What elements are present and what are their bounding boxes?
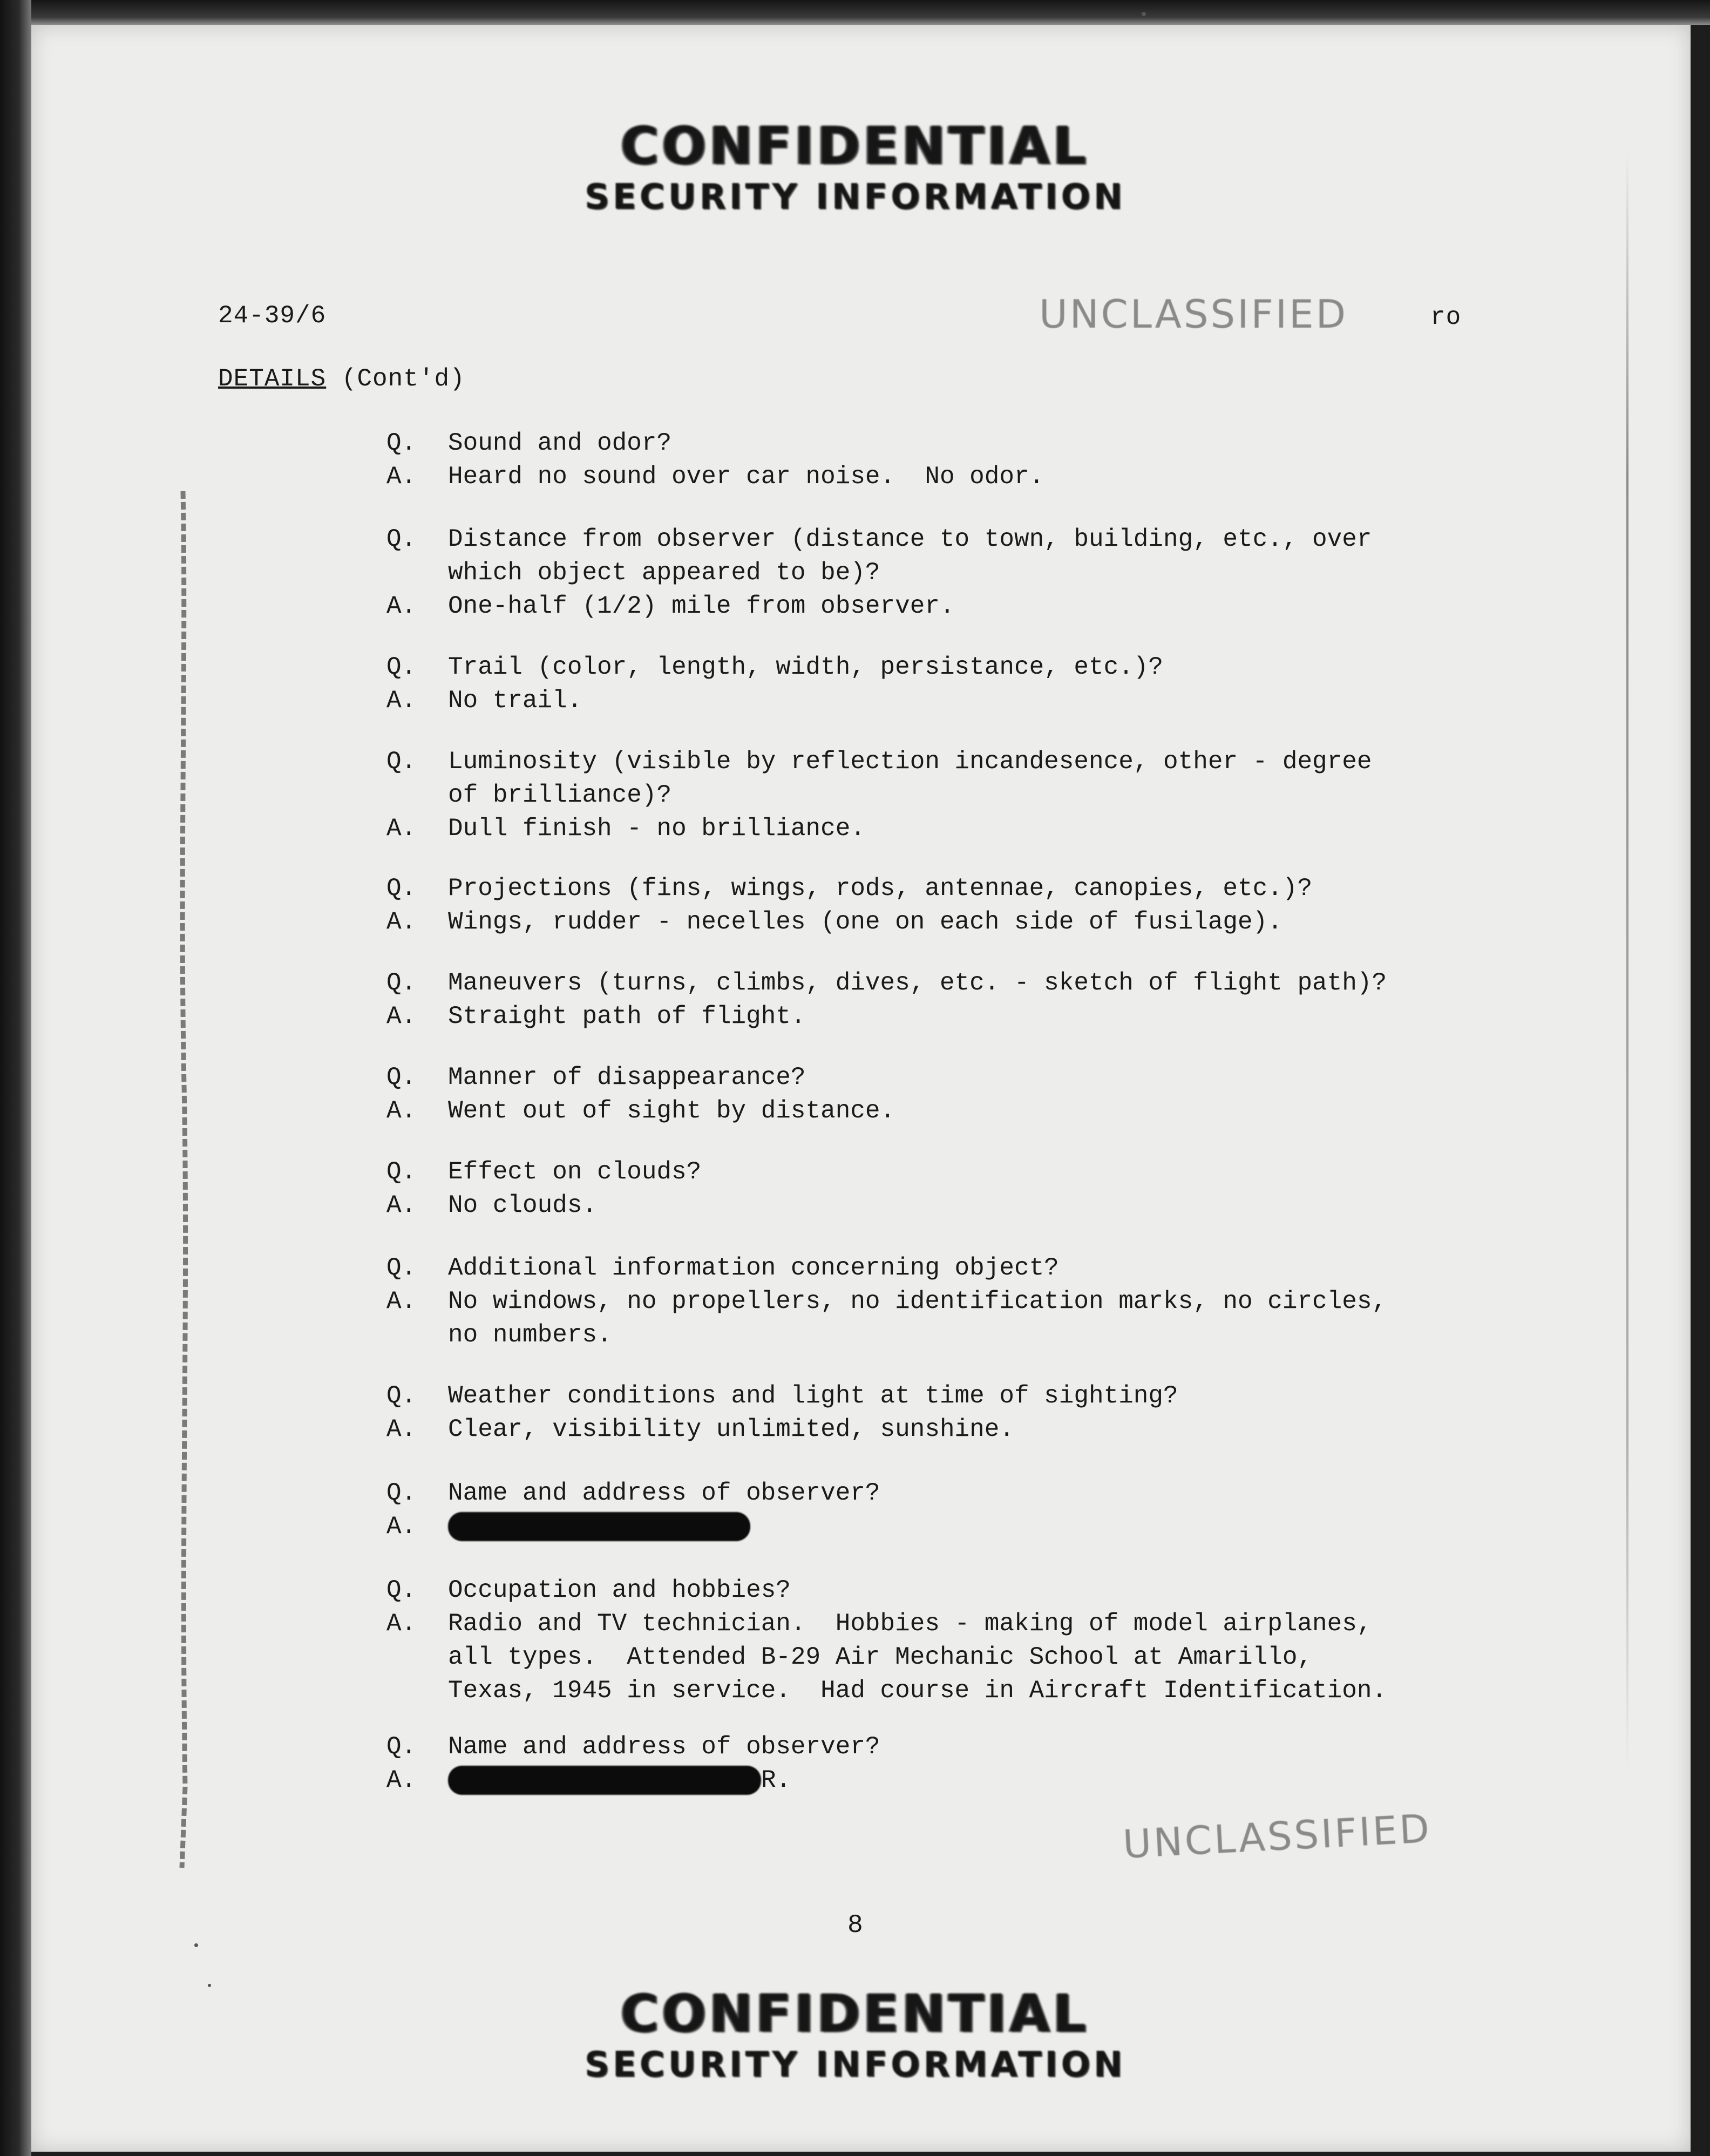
answer-text: Went out of sight by distance. [448, 1097, 895, 1125]
answer-text: Dull finish - no brilliance. [448, 815, 865, 843]
answer-mark-label: A. [386, 592, 417, 620]
classification-stamp-top [0, 116, 1710, 219]
question-mark-label: Q. [386, 969, 417, 997]
qa-block [386, 426, 1525, 493]
question-line [386, 523, 1525, 556]
unclassified-stamp-bottom: UNCLASSIFIED [1122, 1806, 1433, 1867]
stamp-security-information-top: SECURITY INFORMATION [584, 177, 1126, 217]
question-mark-label: Q. [386, 1063, 417, 1091]
stamp-confidential-top: CONFIDENTIAL [621, 116, 1089, 176]
answer-line [386, 1318, 1525, 1352]
answer-text: no numbers. [448, 1321, 612, 1349]
stamp-security-information-bottom: SECURITY INFORMATION [584, 2045, 1126, 2085]
question-text: Sound and odor? [448, 429, 672, 457]
qa-block [386, 1379, 1525, 1446]
answer-mark-label: A. [386, 1097, 417, 1125]
question-line [386, 426, 1525, 460]
answer-mark-label: A. [386, 687, 417, 715]
page-number: 8 [847, 1911, 863, 1940]
answer-line [386, 1510, 1525, 1543]
question-text: Name and address of observer? [448, 1733, 880, 1761]
scan-border-top [0, 0, 1710, 25]
scan-speck [1142, 12, 1146, 16]
question-text: Name and address of observer? [448, 1479, 880, 1507]
answer-text: Clear, visibility unlimited, sunshine. [448, 1415, 1014, 1443]
scan-speck [208, 1984, 211, 1987]
qa-block [386, 1730, 1525, 1797]
qa-block [386, 650, 1525, 717]
answer-mark-label: A. [386, 463, 417, 491]
question-text: Effect on clouds? [448, 1158, 702, 1186]
answer-mark-label: A. [386, 1766, 417, 1794]
question-line [386, 556, 1525, 589]
answer-line [386, 460, 1525, 493]
answer-line [386, 684, 1525, 717]
question-line [386, 966, 1525, 1000]
question-line [386, 745, 1525, 778]
answer-text: all types. Attended B-29 Air Mechanic School at Amarillo, [448, 1643, 1313, 1671]
question-line [386, 650, 1525, 684]
section-suffix: (Cont'd) [341, 365, 465, 393]
redaction-bar [448, 1512, 750, 1541]
question-mark-label: Q. [386, 1254, 417, 1282]
answer-mark-label: A. [386, 1191, 417, 1219]
answer-line [386, 1674, 1525, 1707]
question-text: Luminosity (visible by reflection incandesence, other - degree [448, 748, 1372, 776]
question-line [386, 1061, 1525, 1094]
question-mark-label: Q. [386, 874, 417, 903]
answer-mark-label: A. [386, 1002, 417, 1030]
question-mark-label: Q. [386, 1479, 417, 1507]
answer-mark-label [386, 1640, 448, 1674]
question-mark-label [386, 778, 448, 812]
initials: ro [1430, 303, 1462, 331]
answer-line [386, 905, 1525, 939]
question-text: Trail (color, length, width, persistance, etc.)? [448, 653, 1164, 681]
answer-text: No windows, no propellers, no identification marks, no circles, [448, 1287, 1387, 1316]
question-text: which object appeared to be)? [448, 559, 880, 587]
answer-line [386, 1189, 1525, 1222]
qa-block [386, 523, 1525, 623]
qa-block [386, 1574, 1525, 1707]
qa-block [386, 1251, 1525, 1352]
answer-mark-label [386, 1318, 448, 1352]
margin-handwritten-line [175, 491, 192, 1868]
classification-stamp-bottom [0, 1984, 1710, 2086]
unclassified-stamp-top: UNCLASSIFIED [1039, 291, 1348, 337]
question-line [386, 1251, 1525, 1285]
redaction-bar [448, 1766, 761, 1795]
answer-line [386, 1285, 1525, 1318]
question-text: Weather conditions and light at time of sighting? [448, 1382, 1178, 1410]
scan-speck [194, 1943, 198, 1947]
question-line [386, 778, 1525, 812]
answer-text [448, 1510, 1525, 1543]
question-text: Maneuvers (turns, climbs, dives, etc. - sketch of flight path)? [448, 969, 1387, 997]
answer-line [386, 589, 1525, 623]
answer-line [386, 1413, 1525, 1446]
section-heading [218, 363, 465, 395]
question-mark-label: Q. [386, 1158, 417, 1186]
answer-line [386, 1607, 1525, 1640]
stamp-confidential-bottom: CONFIDENTIAL [621, 1983, 1089, 2044]
question-line [386, 1379, 1525, 1413]
answer-text [448, 1764, 1525, 1797]
answer-line [386, 1764, 1525, 1797]
question-line [386, 1476, 1525, 1510]
answer-text: Radio and TV technician. Hobbies - making of model airplanes, [448, 1610, 1372, 1638]
question-text: Manner of disappearance? [448, 1063, 806, 1091]
answer-mark-label: A. [386, 815, 417, 843]
answer-mark-label: A. [386, 1610, 417, 1638]
reference-number: 24-39/6 [218, 302, 327, 330]
question-mark-label: Q. [386, 748, 417, 776]
section-label: DETAILS [218, 365, 327, 393]
answer-mark-label: A. [386, 1415, 417, 1443]
answer-text: No trail. [448, 687, 582, 715]
answer-mark-label: A. [386, 908, 417, 936]
page-fold-shadow [1626, 151, 1628, 1771]
qa-block [386, 745, 1525, 845]
question-text: Occupation and hobbies? [448, 1576, 791, 1604]
question-line [386, 872, 1525, 905]
question-text: Projections (fins, wings, rods, antennae, canopies, etc.)? [448, 874, 1313, 903]
question-line [386, 1155, 1525, 1189]
answer-text: Heard no sound over car noise. No odor. [448, 463, 1044, 491]
qa-block [386, 1061, 1525, 1128]
question-text: Distance from observer (distance to town, building, etc., over [448, 525, 1372, 553]
question-mark-label: Q. [386, 1382, 417, 1410]
question-line [386, 1574, 1525, 1607]
qa-block [386, 872, 1525, 939]
answer-text: Wings, rudder - necelles (one on each side of fusilage). [448, 908, 1282, 936]
question-mark-label [386, 556, 448, 589]
question-mark-label: Q. [386, 653, 417, 681]
question-mark-label: Q. [386, 1733, 417, 1761]
answer-text: No clouds. [448, 1191, 598, 1219]
answer-mark-label: A. [386, 1287, 417, 1316]
answer-text: Straight path of flight. [448, 1002, 806, 1030]
question-mark-label: Q. [386, 1576, 417, 1604]
answer-mark-label [386, 1674, 448, 1707]
qa-block [386, 1476, 1525, 1543]
question-mark-label: Q. [386, 525, 417, 553]
qa-block [386, 966, 1525, 1033]
question-mark-label: Q. [386, 429, 417, 457]
answer-text: Texas, 1945 in service. Had course in Aircraft Identification. [448, 1677, 1387, 1705]
answer-text: One-half (1/2) mile from observer. [448, 592, 955, 620]
answer-line [386, 1094, 1525, 1128]
answer-line [386, 1640, 1525, 1674]
answer-mark-label: A. [386, 1513, 417, 1541]
answer-line [386, 1000, 1525, 1033]
qa-block [386, 1155, 1525, 1222]
scan-border-left [0, 0, 31, 2156]
answer-line [386, 812, 1525, 845]
question-text: Additional information concerning object? [448, 1254, 1059, 1282]
answer-text-suffix: R. [761, 1766, 791, 1794]
question-text: of brilliance)? [448, 781, 672, 809]
question-line [386, 1730, 1525, 1764]
